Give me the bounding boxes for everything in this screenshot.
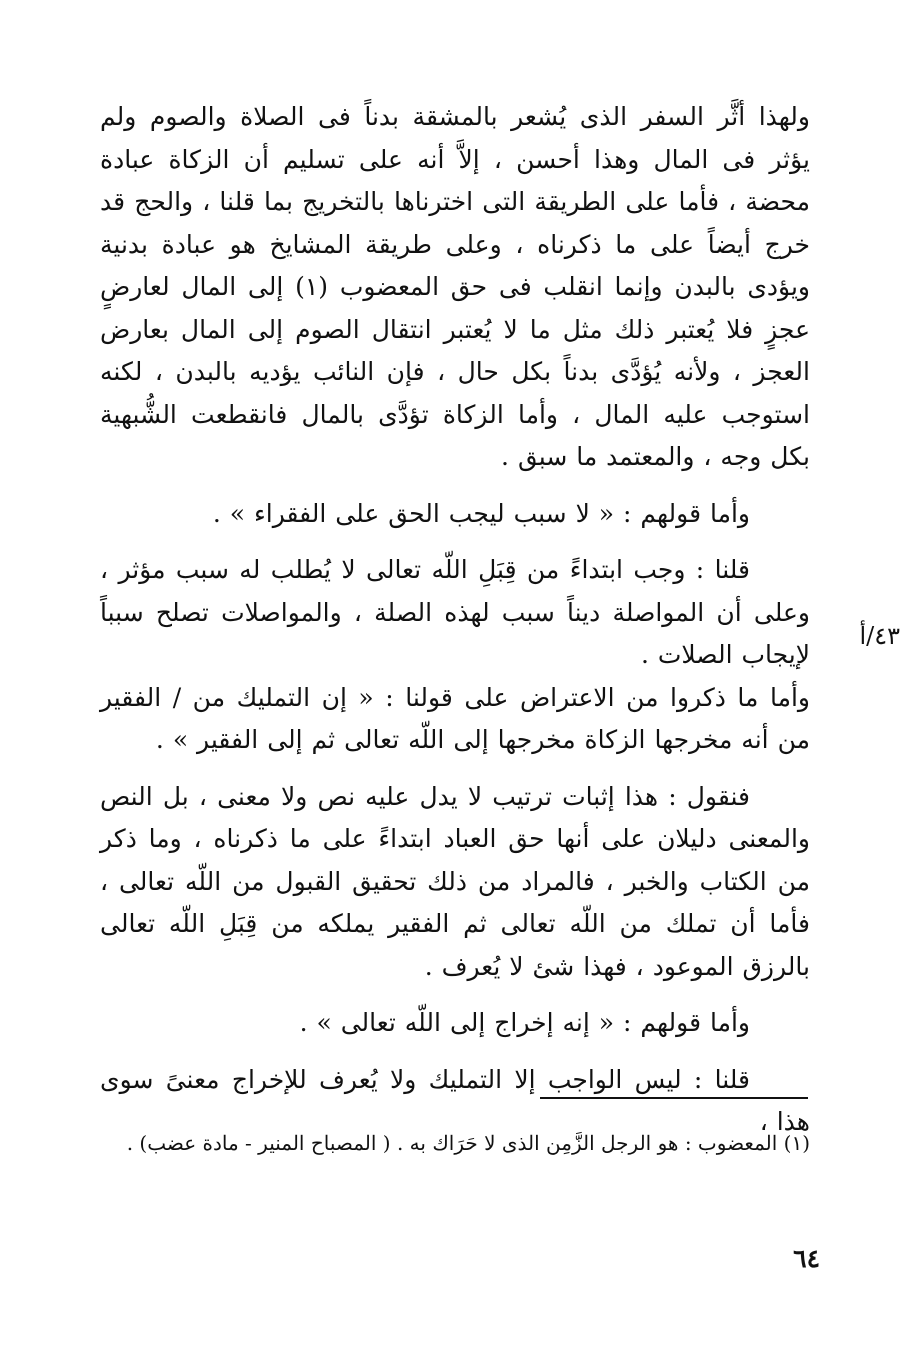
page-number: ٦٤ [793, 1244, 820, 1273]
paragraph-2: وأما قولهم : « لا سبب ليجب الحق على الفقراء » . [212, 498, 750, 528]
footnote: (١) المعضوب : هو الرجل الزَّمِن الذى لا حَرَاك به . ( المصباح المنير - مادة عضب) . [126, 1131, 810, 1155]
footnote-divider [540, 1097, 808, 1099]
paragraph-7: قلنا : ليس الواجب إلا التمليك ولا يُعرف للإخراج معنىً سوى هذا ، [100, 1064, 810, 1136]
paragraph-6: وأما قولهم : « إنه إخراج إلى اللّه تعالى » . [299, 1008, 750, 1037]
paragraph-5: فنقول : هذا إثبات ترتيب لا يدل عليه نص ولا معنى ، بل النص والمعنى دليلان على أنها حق العباد ابتداءً على ما ذكرناه ، وما ذكر من الكتاب والخبر ، فالمراد من ذلك تحقيق القبول من اللّه تعالى ، فأما أن تملك من اللّه تعالى ثم الفقير يملكه من قِبَلِ اللّه تعالى بالرزق الموعود ، فهذا شئ لا يُعرف . [100, 781, 810, 981]
paragraph-3: قلنا : وجب ابتداءً من قِبَلِ اللّه تعالى لا يُطلب له سبب مؤثر ، وعلى أن المواصلة ديناً سبب لهذه الصلة ، والمواصلات تصلح سبباً لإيجاب الصلات . [100, 555, 810, 669]
main-text [100, 96, 810, 1144]
manuscript-folio-marker: ٤٣/أ [859, 622, 900, 650]
paragraph-4: وأما ما ذكروا من الاعتراض على قولنا : « إن التمليك من / الفقير من أنه مخرجها الزكاة مخرجها إلى اللّه تعالى ثم إلى الفقير » . [100, 682, 810, 754]
paragraph-1: ولهذا أثَّر السفر الذى يُشعر بالمشقة بدناً فى الصلاة والصوم ولم يؤثر فى المال وهذا أحسن ، إلاَّ أنه على تسليم أن الزكاة عبادة محضة ، فأما على الطريقة التى اخترناها بالتخريج بما قلنا ، والحج قد خرج أيضاً على ما ذكرناه ، وعلى طريقة المشايخ هو عبادة بدنية ويؤدى بالبدن وإنما انقلب فى حق المعضوب (١) إلى المال لعارضٍ عجزٍ فلا يُعتبر ذلك مثل ما لا يُعتبر انتقال الصوم إلى المال بعارض العجز ، ولأنه يُؤدَّى بدناً بكل حال ، فإن النائب يؤديه بالبدن ، لكنه استوجب عليه المال ، وأما الزكاة تؤدَّى بالمال فانقطعت الشُّبهية بكل وجه ، والمعتمد ما سبق . [100, 102, 811, 471]
